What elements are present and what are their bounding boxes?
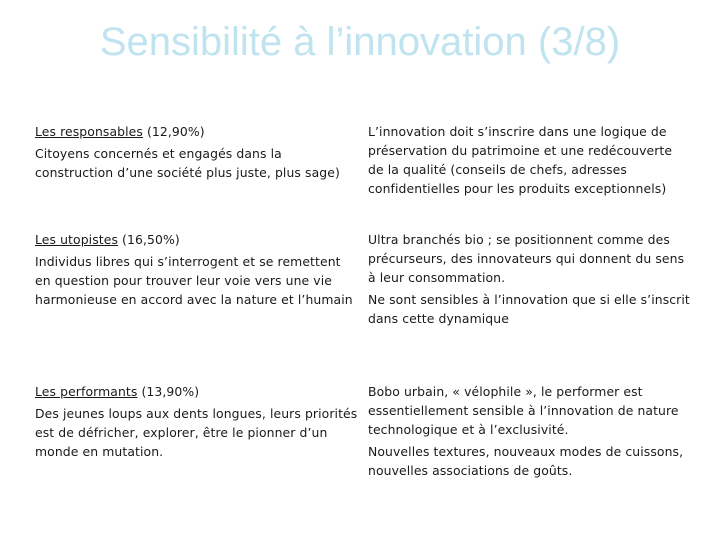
segment-responsables xyxy=(35,122,360,182)
segment-responsables-detail xyxy=(368,122,690,198)
segment-description: Des jeunes loups aux dents longues, leurs priorités est de défricher, explorer, être le pionner d’un monde en mutation. xyxy=(35,406,358,459)
segment-detail: L’innovation doit s’inscrire dans une logique de préservation du patrimoine et une redécouverte de la qualité (conseils de chefs, adresses confidentielles pour les produits exceptionnels) xyxy=(368,124,673,196)
segment-heading xyxy=(35,382,360,401)
segment-utopistes xyxy=(35,230,360,309)
segment-heading xyxy=(35,122,360,141)
segment-detail: Nouvelles textures, nouveaux modes de cuissons, nouvelles associations de goûts. xyxy=(368,444,684,478)
segment-name: Les utopistes xyxy=(35,232,118,247)
segment-share: (16,50%) xyxy=(118,232,180,247)
segment-description: Individus libres qui s’interrogent et se remettent en question pour trouver leur voie vers une vie harmonieuse en accord avec la nature et l’humain xyxy=(35,254,353,307)
segment-detail: Ne sont sensibles à l’innovation que si elle s’inscrit dans cette dynamique xyxy=(368,292,690,326)
segment-detail: Bobo urbain, « vélophile », le performer est essentiellement sensible à l’innovation de nature technologique et à l’exclusivité. xyxy=(368,384,679,437)
segment-performants-detail xyxy=(368,382,690,480)
slide-title: Sensibilité à l’innovation (3/8) xyxy=(99,20,621,64)
segment-detail: Ultra branchés bio ; se positionnent comme des précurseurs, des innovateurs qui donnent du sens à leur consommation. xyxy=(368,232,685,285)
segment-name: Les responsables xyxy=(35,124,143,139)
segment-utopistes-detail xyxy=(368,230,690,328)
segment-name: Les performants xyxy=(35,384,138,399)
segment-description: Citoyens concernés et engagés dans la construction d’une société plus juste, plus sage) xyxy=(35,146,340,180)
segment-share: (12,90%) xyxy=(142,124,205,139)
segment-performants xyxy=(35,382,360,461)
segment-share: (13,90%) xyxy=(137,384,200,399)
segment-heading xyxy=(35,230,360,249)
